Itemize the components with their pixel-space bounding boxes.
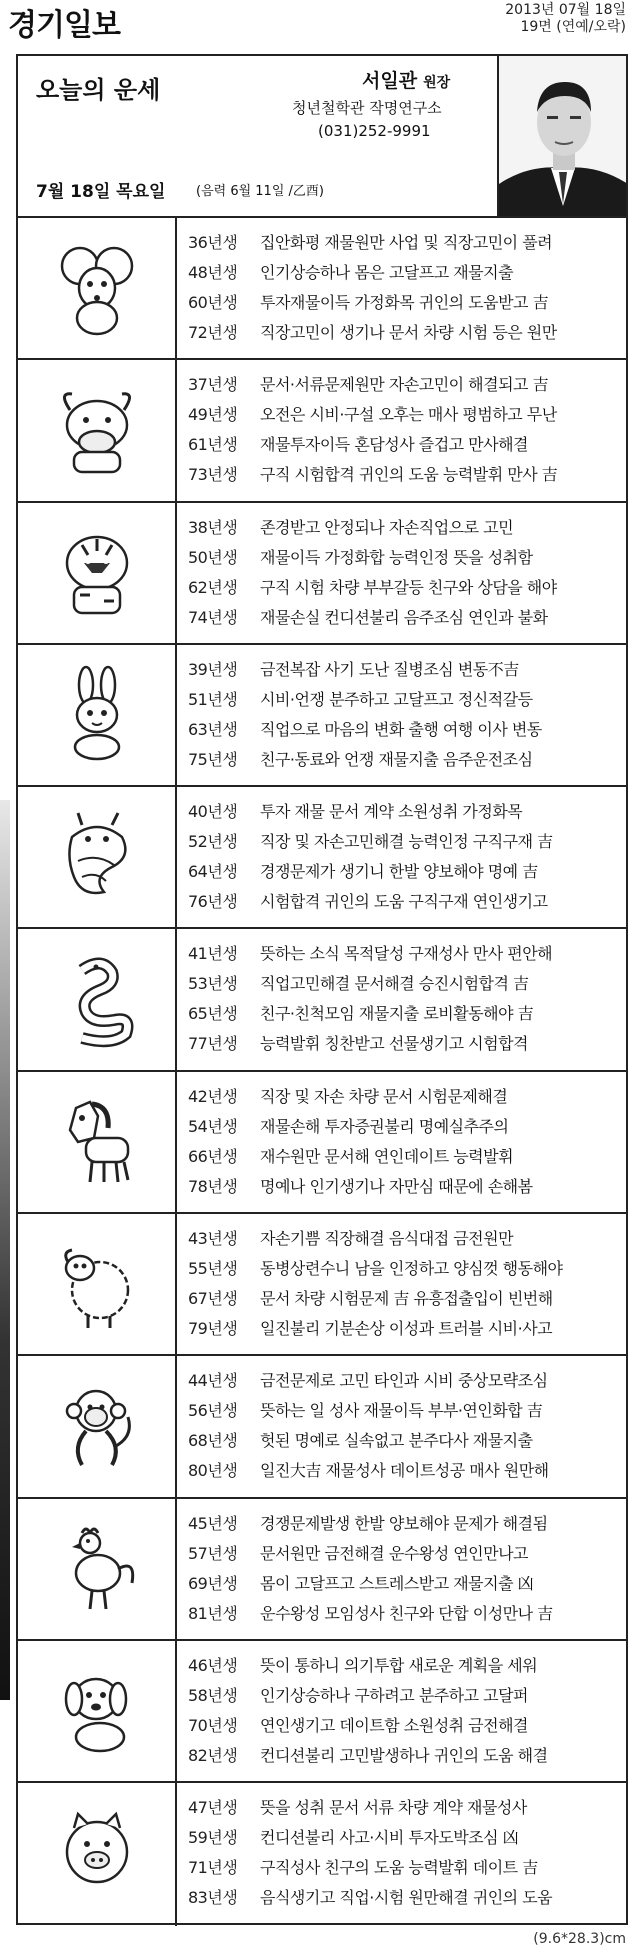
- fortune-text: 친구·친척모임 재물지출 로비활동해야 吉: [260, 1004, 534, 1024]
- fortune-line: [188, 430, 624, 460]
- fortune-text: 경쟁문제가 생기니 한발 양보해야 명예 吉: [260, 862, 538, 882]
- dog-icon: [52, 1661, 142, 1761]
- birth-year: 52년생: [188, 832, 238, 852]
- birth-year: 75년생: [188, 749, 238, 769]
- birth-year: 70년생: [188, 1715, 238, 1735]
- birth-year: 68년생: [188, 1431, 238, 1451]
- fortune-line: [188, 969, 624, 999]
- birth-year: 40년생: [188, 802, 238, 822]
- fortune-line: [188, 887, 624, 917]
- fortune-line: [188, 1681, 624, 1711]
- zodiac-illustration: [18, 218, 177, 358]
- fortune-text: 직장 및 자손 차량 문서 시험문제해결: [260, 1086, 508, 1106]
- fortune-text: 일진大吉 재물성사 데이트성공 매사 원만해: [260, 1461, 549, 1481]
- fortune-line: [188, 1793, 624, 1823]
- fortune-text: 재수원만 문서해 연인데이트 능력발휘: [260, 1146, 514, 1166]
- birth-year: 60년생: [188, 293, 238, 312]
- fortune-text: 인기상승하나 구하려고 분주하고 고달퍼: [260, 1685, 529, 1705]
- author-photo: [497, 56, 626, 216]
- fortune-line: [188, 258, 624, 288]
- monkey-icon: [52, 1377, 142, 1477]
- fortune-line: [188, 685, 624, 715]
- fortune-lines: [188, 1509, 624, 1629]
- zodiac-list: [18, 218, 626, 1926]
- zodiac-row: [18, 1499, 626, 1641]
- zodiac-illustration: [18, 929, 177, 1069]
- fortune-line: [188, 797, 624, 827]
- fortune-line: [188, 1651, 624, 1681]
- author-name-text: 서일관: [362, 70, 418, 92]
- fortune-line: [188, 1112, 624, 1142]
- fortune-text: 재물손실 컨디션불리 음주조심 연인과 불화: [260, 607, 548, 627]
- zodiac-illustration: [18, 1783, 177, 1925]
- birth-year: 45년생: [188, 1513, 238, 1533]
- birth-year: 57년생: [188, 1543, 238, 1563]
- fortune-text: 시비·언쟁 분주하고 고달프고 정신적갈등: [260, 689, 533, 709]
- birth-year: 74년생: [188, 607, 238, 627]
- zodiac-illustration: [18, 1499, 177, 1639]
- fortune-lines: [188, 513, 624, 633]
- fortune-line: [188, 1539, 624, 1569]
- fortune-lines: [188, 370, 624, 490]
- zodiac-illustration: [18, 645, 177, 785]
- fortune-text: 재물이득 가정화합 능력인정 뜻을 성취함: [260, 547, 533, 567]
- fortune-line: [188, 460, 624, 490]
- fortune-text: 컨디션불리 사고·시비 투자도박조심 凶: [260, 1828, 519, 1848]
- birth-year: 44년생: [188, 1371, 238, 1391]
- zodiac-row: [18, 645, 626, 787]
- fortune-text: 구직 시험합격 귀인의 도움 능력발휘 만사 吉: [260, 465, 558, 485]
- fortune-line: [188, 1456, 624, 1486]
- fortune-line: [188, 318, 624, 348]
- fortune-text: 몸이 고달프고 스트레스받고 재물지출 凶: [260, 1573, 534, 1593]
- zodiac-row: [18, 787, 626, 929]
- fortune-text: 직장 및 자손고민해결 능력인정 구직구재 吉: [260, 832, 553, 852]
- birth-year: 49년생: [188, 405, 238, 425]
- fortune-text: 직업으로 마음의 변화 출행 여행 이사 변동: [260, 719, 542, 739]
- birth-year: 76년생: [188, 892, 238, 912]
- birth-year: 39년생: [188, 659, 238, 679]
- fortune-text: 재물손해 투자증권불리 명예실추주의: [260, 1116, 509, 1136]
- fortune-line: [188, 603, 624, 633]
- fortune-text: 자손기쁨 직장해결 음식대접 금전원만: [260, 1229, 514, 1249]
- fortune-line: [188, 655, 624, 685]
- fortune-text: 오전은 시비·구설 오후는 매사 평범하고 무난: [260, 405, 557, 425]
- page-edge-shadow: [0, 800, 10, 1700]
- fortune-line: [188, 939, 624, 969]
- author-title: 원장: [423, 75, 451, 91]
- birth-year: 65년생: [188, 1004, 238, 1024]
- fortune-text: 문서원만 금전해결 운수왕성 연인만나고: [260, 1543, 529, 1563]
- zodiac-row: [18, 218, 626, 360]
- fortune-line: [188, 745, 624, 775]
- fortune-lines: [188, 1082, 624, 1202]
- fortune-lines: [188, 939, 624, 1059]
- fortune-text: 음식생기고 직업·시험 원만해결 귀인의 도움: [260, 1888, 553, 1908]
- fortune-line: [188, 1426, 624, 1456]
- fortune-line: [188, 1823, 624, 1853]
- zodiac-illustration: [18, 360, 177, 500]
- fortune-text: 시험합격 귀인의 도움 구직구재 연인생기고: [260, 892, 548, 912]
- fortune-line: [188, 1254, 624, 1284]
- fortune-line: [188, 999, 624, 1029]
- birth-year: 55년생: [188, 1259, 238, 1279]
- birth-year: 73년생: [188, 465, 238, 485]
- zodiac-row: [18, 1783, 626, 1925]
- birth-year: 62년생: [188, 577, 238, 597]
- lunar-date: (음력 6월 11일 /乙酉): [196, 184, 324, 199]
- pig-icon: [52, 1804, 142, 1904]
- fortune-line: [188, 370, 624, 400]
- fortune-line: [188, 1741, 624, 1771]
- birth-year: 83년생: [188, 1888, 238, 1908]
- fortune-lines: [188, 1366, 624, 1486]
- fortune-line: [188, 1082, 624, 1112]
- size-note: (9.6*28.3)cm: [533, 1931, 626, 1947]
- dragon-icon: [52, 807, 142, 907]
- fortune-text: 인기상승하나 몸은 고달프고 재물지출: [260, 263, 514, 282]
- fortune-line: [188, 1142, 624, 1172]
- fortune-line: [188, 228, 624, 258]
- masthead: [0, 0, 640, 43]
- fortune-text: 능력발휘 칭찬받고 선물생기고 시험합격: [260, 1034, 529, 1054]
- fortune-text: 뜻하는 소식 목적달성 구재성사 만사 편안해: [260, 944, 553, 964]
- birth-year: 58년생: [188, 1685, 238, 1705]
- birth-year: 53년생: [188, 974, 238, 994]
- column-title: 오늘의 운세: [36, 76, 161, 104]
- birth-year: 46년생: [188, 1655, 238, 1675]
- horoscope-box: [16, 54, 628, 1925]
- fortune-line: [188, 1396, 624, 1426]
- fortune-text: 동병상련수니 남을 인정하고 양심껏 행동해야: [260, 1259, 563, 1279]
- tiger-icon: [52, 523, 142, 623]
- zodiac-row: [18, 1072, 626, 1214]
- birth-year: 51년생: [188, 689, 238, 709]
- birth-year: 66년생: [188, 1146, 238, 1166]
- newspaper-logo: 경기일보: [8, 8, 120, 43]
- birth-year: 71년생: [188, 1858, 238, 1878]
- birth-year: 77년생: [188, 1034, 238, 1054]
- author-name: [362, 66, 450, 93]
- fortune-line: [188, 715, 624, 745]
- zodiac-illustration: [18, 1214, 177, 1354]
- fortune-text: 재물투자이득 혼담성사 즐겁고 만사해결: [260, 435, 529, 455]
- zodiac-row: [18, 1214, 626, 1356]
- fortune-text: 친구·동료와 언쟁 재물지출 음주운전조심: [260, 749, 533, 769]
- fortune-line: [188, 1853, 624, 1883]
- fortune-line: [188, 513, 624, 543]
- birth-year: 54년생: [188, 1116, 238, 1136]
- fortune-lines: [188, 797, 624, 917]
- fortune-text: 뜻하는 일 성사 재물이득 부부·연인화합 吉: [260, 1401, 543, 1421]
- zodiac-row: [18, 360, 626, 502]
- zodiac-illustration: [18, 503, 177, 643]
- birth-year: 69년생: [188, 1573, 238, 1593]
- birth-year: 42년생: [188, 1086, 238, 1106]
- fortune-line: [188, 1509, 624, 1539]
- fortune-line: [188, 1172, 624, 1202]
- zodiac-row: [18, 929, 626, 1071]
- horoscope-date: 7월 18일 목요일: [36, 182, 166, 202]
- birth-year: 56년생: [188, 1401, 238, 1421]
- fortune-line: [188, 1314, 624, 1344]
- birth-year: 59년생: [188, 1828, 238, 1848]
- phone-number: (031)252-9991: [318, 122, 431, 140]
- rooster-icon: [52, 1519, 142, 1619]
- birth-year: 47년생: [188, 1798, 238, 1818]
- zodiac-illustration: [18, 1356, 177, 1496]
- fortune-lines: [188, 1224, 624, 1344]
- birth-year: 79년생: [188, 1319, 238, 1339]
- fortune-line: [188, 1883, 624, 1913]
- fortune-lines: [188, 228, 624, 348]
- birth-year: 72년생: [188, 323, 238, 342]
- fortune-line: [188, 1569, 624, 1599]
- fortune-text: 존경받고 안정되나 자손직업으로 고민: [260, 517, 514, 537]
- fortune-text: 구직 시험 차량 부부갈등 친구와 상담을 해야: [260, 577, 557, 597]
- fortune-line: [188, 1366, 624, 1396]
- fortune-text: 문서·서류문제원만 자손고민이 해결되고 吉: [260, 375, 549, 395]
- fortune-text: 컨디션불리 고민발생하나 귀인의 도움 해결: [260, 1745, 548, 1765]
- fortune-line: [188, 827, 624, 857]
- fortune-lines: [188, 655, 624, 775]
- fortune-line: [188, 1599, 624, 1629]
- mouse-icon: [52, 238, 142, 338]
- issue-date: 2013년 07월 18일: [505, 2, 626, 18]
- fortune-text: 직업고민해결 문서해결 승진시험합격 吉: [260, 974, 529, 994]
- fortune-line: [188, 400, 624, 430]
- fortune-line: [188, 543, 624, 573]
- fortune-line: [188, 857, 624, 887]
- ox-icon: [52, 380, 142, 480]
- birth-year: 63년생: [188, 719, 238, 739]
- zodiac-row: [18, 503, 626, 645]
- issue-info: [505, 2, 626, 36]
- birth-year: 67년생: [188, 1289, 238, 1309]
- fortune-text: 투자 재물 문서 계약 소원성취 가정화목: [260, 802, 523, 822]
- fortune-text: 금전복잡 사기 도난 질병조심 변동不吉: [260, 659, 519, 679]
- fortune-line: [188, 573, 624, 603]
- birth-year: 78년생: [188, 1176, 238, 1196]
- fortune-text: 연인생기고 데이트함 소원성취 금전해결: [260, 1715, 529, 1735]
- horse-icon: [52, 1092, 142, 1192]
- fortune-line: [188, 288, 624, 318]
- fortune-text: 집안화평 재물원만 사업 및 직장고민이 풀려: [260, 233, 553, 252]
- rabbit-icon: [52, 665, 142, 765]
- snake-icon: [52, 950, 142, 1050]
- fortune-text: 직장고민이 생기나 문서 차량 시험 등은 원만: [260, 323, 557, 342]
- horoscope-header: [18, 56, 626, 218]
- zodiac-illustration: [18, 1072, 177, 1212]
- birth-year: 38년생: [188, 517, 238, 537]
- birth-year: 36년생: [188, 233, 238, 252]
- fortune-text: 뜻을 성취 문서 서류 차량 계약 재물성사: [260, 1798, 527, 1818]
- fortune-line: [188, 1029, 624, 1059]
- zodiac-row: [18, 1641, 626, 1783]
- sheep-icon: [52, 1234, 142, 1334]
- zodiac-row: [18, 1356, 626, 1498]
- birth-year: 81년생: [188, 1603, 238, 1623]
- zodiac-illustration: [18, 1641, 177, 1781]
- birth-year: 50년생: [188, 547, 238, 567]
- birth-year: 37년생: [188, 375, 238, 395]
- birth-year: 48년생: [188, 263, 238, 282]
- birth-year: 82년생: [188, 1745, 238, 1765]
- birth-year: 61년생: [188, 435, 238, 455]
- birth-year: 80년생: [188, 1461, 238, 1481]
- fortune-text: 문서 차량 시험문제 吉 유흥접출입이 빈번해: [260, 1289, 553, 1309]
- fortune-text: 일진불리 기분손상 이성과 트러블 시비·사고: [260, 1319, 553, 1339]
- fortune-text: 운수왕성 모임성사 친구와 단합 이성만나 吉: [260, 1603, 553, 1623]
- zodiac-illustration: [18, 787, 177, 927]
- author-portrait-icon: [499, 56, 626, 216]
- birth-year: 43년생: [188, 1229, 238, 1249]
- fortune-text: 헛된 명예로 실속없고 분주다사 재물지출: [260, 1431, 533, 1451]
- issue-page: 19면 (연예/오락): [520, 19, 626, 35]
- fortune-lines: [188, 1651, 624, 1771]
- fortune-line: [188, 1711, 624, 1741]
- fortune-text: 명예나 인기생기나 자만심 때문에 손해봄: [260, 1176, 533, 1196]
- institute-name: 청년철학관 작명연구소: [292, 99, 442, 117]
- fortune-text: 투자재물이득 가정화목 귀인의 도움받고 吉: [260, 293, 549, 312]
- fortune-line: [188, 1284, 624, 1314]
- birth-year: 64년생: [188, 862, 238, 882]
- fortune-text: 구직성사 친구의 도움 능력발휘 데이트 吉: [260, 1858, 538, 1878]
- fortune-lines: [188, 1793, 624, 1913]
- birth-year: 41년생: [188, 944, 238, 964]
- fortune-text: 뜻이 통하니 의기투합 새로운 계획을 세워: [260, 1655, 538, 1675]
- fortune-text: 금전문제로 고민 타인과 시비 중상모략조심: [260, 1371, 548, 1391]
- fortune-text: 경쟁문제발생 한발 양보해야 문제가 해결됨: [260, 1513, 548, 1533]
- fortune-line: [188, 1224, 624, 1254]
